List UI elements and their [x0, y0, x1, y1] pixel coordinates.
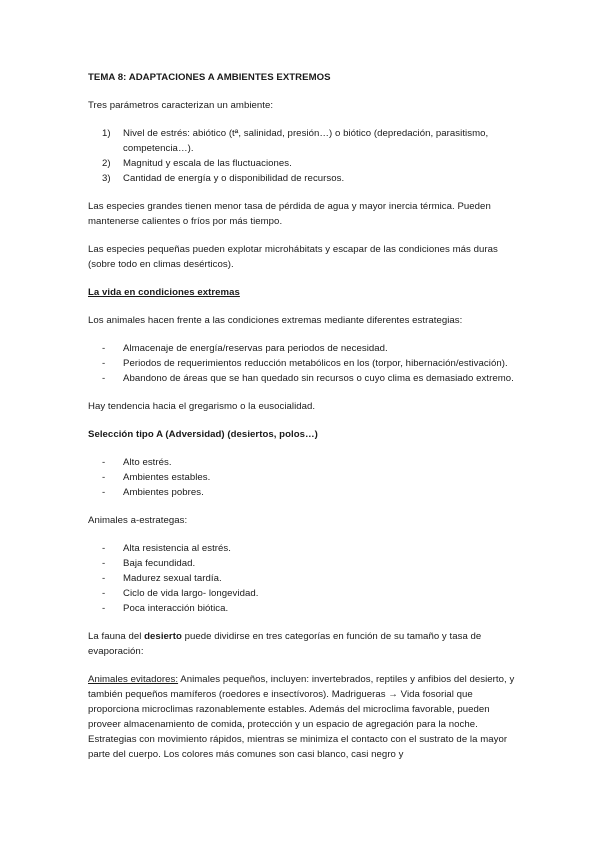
list-item: [88, 470, 518, 485]
list-item-text: Ciclo de vida largo- longevidad.: [123, 588, 259, 599]
list-item: [88, 556, 518, 571]
list-item: [88, 156, 518, 171]
a-strategists-list: [88, 541, 518, 616]
list-marker: -: [102, 558, 106, 569]
list-item-text: Ambientes estables.: [123, 472, 211, 483]
list-item-text: Almacenaje de energía/reservas para periodos de necesidad.: [123, 343, 388, 354]
section-heading-selection-a: Selección tipo A (Adversidad) (desiertos, polos…): [88, 429, 318, 440]
list-item-text: Magnitud y escala de las fluctuaciones.: [123, 158, 292, 169]
selection-a-list: [88, 455, 518, 500]
list-marker: 3): [102, 173, 111, 184]
list-item-text: Periodos de requerimientos reducción metabólicos en los (torpor, hibernación/estivación).: [123, 358, 508, 369]
list-marker: -: [102, 487, 106, 498]
list-item-text: Abandono de áreas que se han quedado sin recursos o cuyo clima es demasiado extremo.: [123, 373, 514, 384]
list-item: [88, 601, 518, 616]
list-marker: -: [102, 603, 106, 614]
avoiders-text: Animales pequeños, incluyen: invertebrados, reptiles y anfibios del desierto, y también pequeños mamíferos (roedores e insectívoros). Madrigueras → Vida fosorial que proporciona microclimas razonablemente estables. Además del microclima favorable, pueden proveer almacenamiento de comida, protección y un espacio de agregación para la noche. Estrategias con movimiento rápidos, mientras se minimiza el contacto con el sustrato de la mayor parte del cuerpo. Los colores más comunes son casi blanco, casi negro y: [88, 674, 515, 760]
list-item-text: Baja fecundidad.: [123, 558, 196, 569]
list-marker: -: [102, 457, 106, 468]
list-item: [88, 371, 518, 386]
list-item: [88, 586, 518, 601]
list-item-text: Alto estrés.: [123, 457, 172, 468]
document-title: TEMA 8: ADAPTACIONES A AMBIENTES EXTREMOS: [88, 72, 331, 83]
list-item: [88, 171, 518, 186]
list-marker: -: [102, 472, 106, 483]
list-marker: -: [102, 588, 106, 599]
list-item-text: Ambientes pobres.: [123, 487, 204, 498]
list-item: [88, 571, 518, 586]
list-item-text: Nivel de estrés: abiótico (tª, salinidad, presión…) o biótico (depredación, parasitismo, competencia…).: [123, 128, 489, 154]
list-item-text: Madurez sexual tardía.: [123, 573, 222, 584]
list-item: [88, 341, 518, 356]
avoiders-paragraph: [88, 672, 518, 762]
list-item: [88, 485, 518, 500]
desert-paragraph: [88, 629, 518, 659]
list-item-text: Poca interacción biótica.: [123, 603, 229, 614]
list-marker: 2): [102, 158, 111, 169]
desert-text-after: puede dividirse en tres categorías en función de su tamaño y tasa de evaporación:: [88, 631, 482, 657]
large-species-paragraph: Las especies grandes tienen menor tasa de pérdida de agua y mayor inercia térmica. Pueden mantenerse calientes o fríos por más tiempo.: [88, 201, 491, 227]
intro-paragraph: Tres parámetros caracterizan un ambiente:: [88, 100, 274, 111]
gregarism-paragraph: Hay tendencia hacia el gregarismo o la eusocialidad.: [88, 401, 316, 412]
list-item-text: Alta resistencia al estrés.: [123, 543, 231, 554]
desert-keyword: desierto: [144, 631, 182, 642]
list-marker: -: [102, 573, 106, 584]
list-marker: -: [102, 373, 106, 384]
strategies-list: [88, 341, 518, 386]
list-item: [88, 541, 518, 556]
avoiders-label: Animales evitadores:: [88, 674, 179, 685]
list-marker: -: [102, 358, 106, 369]
list-item: [88, 126, 518, 156]
list-item-text: Cantidad de energía y o disponibilidad de recursos.: [123, 173, 345, 184]
list-item: [88, 356, 518, 371]
list-marker: -: [102, 543, 106, 554]
a-strategists-paragraph: Animales a-estrategas:: [88, 515, 188, 526]
list-item: [88, 455, 518, 470]
parameters-list: [88, 126, 518, 186]
strategies-paragraph: Los animales hacen frente a las condiciones extremas mediante diferentes estrategias:: [88, 315, 463, 326]
document-body: [88, 70, 518, 775]
small-species-paragraph: Las especies pequeñas pueden explotar microhábitats y escapar de las condiciones más duras (sobre todo en climas desérticos).: [88, 244, 498, 270]
section-heading-extreme: La vida en condiciones extremas: [88, 287, 240, 298]
desert-text-before: La fauna del: [88, 631, 145, 642]
list-marker: -: [102, 343, 106, 354]
list-marker: 1): [102, 128, 111, 139]
